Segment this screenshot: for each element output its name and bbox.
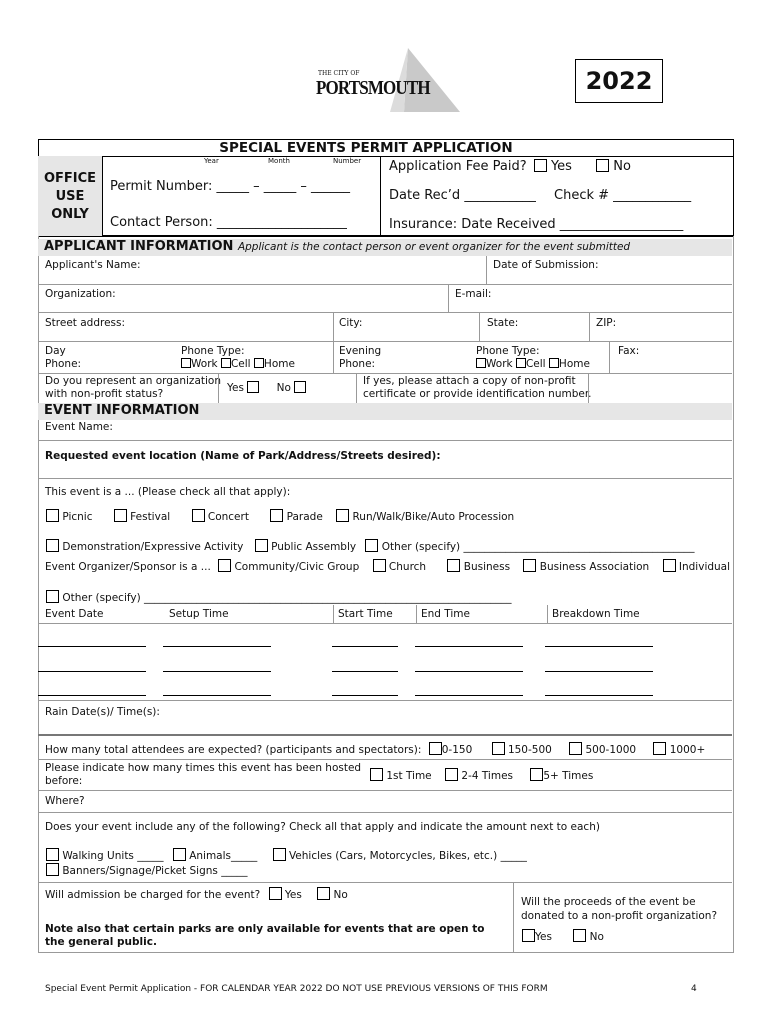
setup-line-3[interactable]	[163, 695, 271, 696]
day-home-checkbox[interactable]	[254, 358, 264, 368]
divider	[333, 341, 334, 373]
row-divider	[38, 734, 732, 736]
logo-small-text: THE CITY OF	[318, 70, 360, 77]
business-label: Business	[463, 561, 511, 573]
attendees-500-1000-label: 500-1000	[585, 744, 637, 756]
fee-no-label: No	[613, 159, 631, 174]
nonprofit-yes-no	[227, 381, 306, 394]
event-heading: EVENT INFORMATION	[44, 403, 200, 418]
row-divider	[38, 700, 732, 701]
day-phone-type	[181, 345, 295, 371]
setup-line-1[interactable]	[163, 646, 271, 647]
divider	[589, 312, 590, 341]
applicant-heading-note: Applicant is the contact person or event organizer for the event submitted	[237, 241, 631, 253]
animals-checkbox[interactable]	[173, 848, 186, 861]
end-line-3[interactable]	[415, 695, 523, 696]
procession-checkbox[interactable]	[336, 509, 349, 522]
rain-date-label: Rain Date(s)/ Time(s):	[45, 706, 160, 718]
divider	[333, 605, 334, 623]
evening-line2: Phone:	[339, 358, 376, 370]
divider	[448, 284, 449, 312]
fax-label: Fax:	[618, 345, 640, 357]
date-submission-label: Date of Submission:	[493, 259, 599, 271]
hosted-options	[370, 768, 593, 782]
street-label: Street address:	[45, 317, 126, 329]
check-number-field[interactable]: Check # ____________	[554, 188, 692, 203]
proceeds-no-label: No	[589, 931, 604, 943]
individual-checkbox[interactable]	[663, 559, 676, 572]
nonprofit-no-checkbox[interactable]	[294, 381, 306, 393]
concert-checkbox[interactable]	[192, 509, 205, 522]
logo-main-text: PORTSMOUTH	[316, 77, 430, 99]
work-label: Work	[191, 358, 218, 370]
divider	[416, 605, 417, 623]
row-divider	[38, 341, 732, 342]
attendees-0-150-checkbox[interactable]	[429, 742, 442, 755]
proceeds-line1: Will the proceeds of the event be	[521, 896, 696, 908]
footer-text: Special Event Permit Application - FOR CALENDAR YEAR 2022 DO NOT USE PREVIOUS VERSIONS OF THIS FORM	[45, 984, 548, 994]
business-checkbox[interactable]	[447, 559, 460, 572]
zip-label: ZIP:	[596, 317, 617, 329]
form-title-bar	[38, 139, 734, 157]
attendees-1000-plus-checkbox[interactable]	[653, 742, 666, 755]
divider	[547, 605, 548, 623]
sub-number: Number	[333, 157, 362, 165]
first-time-label: 1st Time	[386, 770, 432, 782]
setup-time-header: Setup Time	[169, 608, 229, 620]
proceeds-line2: donated to a non-profit organization?	[521, 910, 718, 922]
year-text: 2022	[585, 67, 653, 95]
festival-label: Festival	[130, 511, 171, 523]
attendees-0-150-label: 0-150	[441, 744, 473, 756]
picnic-label: Picnic	[62, 511, 93, 523]
admission-no-label: No	[333, 889, 348, 901]
event-type-row1	[46, 509, 514, 523]
nonprofit-line2: with non-profit status?	[45, 388, 164, 400]
office-label-cell	[38, 156, 103, 236]
city-logo	[310, 44, 470, 116]
start-time-header: Start Time	[338, 608, 393, 620]
vehicles-label: Vehicles (Cars, Motorcycles, Bikes, etc.) _____	[288, 850, 527, 862]
demonstration-label: Demonstration/Expressive Activity	[62, 541, 244, 553]
work-label: Work	[486, 358, 513, 370]
attendees-500-1000-checkbox[interactable]	[569, 742, 582, 755]
start-line-2[interactable]	[332, 671, 398, 672]
nonprofit-note-line1: If yes, please attach a copy of non-profit	[363, 375, 576, 387]
organizer-prompt: Event Organizer/Sponsor is a ...	[45, 561, 211, 573]
day-cell-checkbox[interactable]	[221, 358, 231, 368]
evening-line1: Evening	[339, 345, 382, 357]
start-line-1[interactable]	[332, 646, 398, 647]
row-divider	[38, 373, 732, 374]
sub-year: Year	[204, 157, 219, 165]
animals-label: Animals_____	[189, 850, 258, 862]
divider	[486, 256, 487, 284]
five-plus-times-checkbox[interactable]	[530, 768, 543, 781]
eve-work-checkbox[interactable]	[476, 358, 486, 368]
fee-paid-label	[389, 159, 631, 174]
business-assoc-label: Business Association	[539, 561, 650, 573]
breakdown-line-1[interactable]	[545, 646, 653, 647]
cell-label: Cell	[525, 358, 546, 370]
row-divider	[38, 478, 732, 479]
fee-paid-text: Application Fee Paid?	[389, 159, 527, 174]
organizer-row	[45, 559, 730, 573]
organizer-other-label: Other (specify) ______________________________________________________________________	[62, 592, 512, 604]
fee-yes-label: Yes	[550, 159, 572, 174]
nonprofit-note-line2: certificate or provide identification number.	[363, 388, 592, 400]
divider	[479, 312, 480, 341]
parade-checkbox[interactable]	[270, 509, 283, 522]
first-time-checkbox[interactable]	[370, 768, 383, 781]
day-phone-line2: Phone:	[45, 358, 82, 370]
include-prompt: Does your event include any of the following? Check all that apply and indicate the amount next to each)	[45, 821, 600, 833]
admission-question: Will admission be charged for the event?	[45, 889, 261, 901]
church-label: Church	[388, 561, 427, 573]
row-divider	[38, 882, 732, 883]
applicant-section-header	[38, 239, 732, 256]
two-four-times-label: 2-4 Times	[461, 770, 513, 782]
hosted-line2: before:	[45, 775, 83, 787]
admission-yes-label: Yes	[284, 889, 302, 901]
event-date-line-1[interactable]	[38, 646, 146, 647]
applicant-heading: APPLICANT INFORMATION	[44, 239, 234, 254]
year-box	[575, 59, 663, 103]
eve-home-checkbox[interactable]	[549, 358, 559, 368]
civic-group-checkbox[interactable]	[218, 559, 231, 572]
event-name-label: Event Name:	[45, 421, 113, 433]
five-plus-times-label: 5+ Times	[543, 770, 594, 782]
admission-no-checkbox[interactable]	[317, 887, 330, 900]
page-number: 4	[691, 984, 697, 994]
row-divider	[38, 284, 732, 285]
evening-phone-label	[339, 345, 381, 371]
attendees-row	[45, 742, 705, 756]
nonprofit-note	[363, 375, 592, 401]
public-assembly-label: Public Assembly	[271, 541, 357, 553]
home-label: Home	[263, 358, 295, 370]
event-type-prompt: This event is a ... (Please check all that apply):	[45, 486, 291, 498]
admission-yes-checkbox[interactable]	[269, 887, 282, 900]
office-label: OFFICE USE ONLY	[43, 171, 97, 222]
cell-label: Cell	[230, 358, 251, 370]
permit-number-field[interactable]: Permit Number: _____ – _____ – ______	[110, 179, 351, 194]
nonprofit-no-label: No	[276, 382, 291, 394]
home-label: Home	[558, 358, 590, 370]
other-type-checkbox[interactable]	[365, 539, 378, 552]
include-row2	[46, 863, 247, 877]
civic-group-label: Community/Civic Group	[234, 561, 360, 573]
end-time-header: End Time	[421, 608, 470, 620]
event-date-header: Event Date	[45, 608, 104, 620]
church-checkbox[interactable]	[373, 559, 386, 572]
walking-units-checkbox[interactable]	[46, 848, 59, 861]
divider	[588, 373, 589, 403]
proceeds-question	[521, 895, 717, 923]
picnic-checkbox[interactable]	[46, 509, 59, 522]
form-title: SPECIAL EVENTS PERMIT APPLICATION	[219, 140, 513, 156]
attendees-1000-plus-label: 1000+	[669, 744, 706, 756]
contact-person-field[interactable]: Contact Person: ____________________	[110, 215, 347, 230]
two-four-times-checkbox[interactable]	[445, 768, 458, 781]
row-divider	[38, 759, 732, 760]
concert-label: Concert	[207, 511, 249, 523]
event-date-line-3[interactable]	[38, 695, 146, 696]
procession-label: Run/Walk/Bike/Auto Procession	[352, 511, 515, 523]
breakdown-time-header: Breakdown Time	[552, 608, 640, 620]
phone-type-label: Phone Type:	[181, 345, 245, 357]
office-divider	[380, 156, 381, 236]
event-section-header	[38, 403, 732, 420]
public-assembly-checkbox[interactable]	[255, 539, 268, 552]
state-label: State:	[487, 317, 519, 329]
setup-line-2[interactable]	[163, 671, 271, 672]
organizer-other-checkbox[interactable]	[46, 590, 59, 603]
divider	[218, 373, 219, 403]
proceeds-no-checkbox[interactable]	[573, 929, 586, 942]
row-divider	[38, 312, 732, 313]
nonprofit-question	[45, 375, 221, 401]
sub-month: Month	[268, 157, 290, 165]
start-line-3[interactable]	[332, 695, 398, 696]
email-label: E-mail:	[455, 288, 492, 300]
attendees-prompt: How many total attendees are expected? (participants and spectators):	[45, 744, 422, 756]
hosted-question	[45, 762, 361, 788]
phone-type-label: Phone Type:	[476, 345, 540, 357]
nonprofit-yes-label: Yes	[227, 382, 244, 394]
parade-label: Parade	[286, 511, 323, 523]
eve-cell-checkbox[interactable]	[516, 358, 526, 368]
day-phone-label	[45, 345, 81, 371]
row-divider	[38, 790, 732, 791]
location-label: Requested event location (Name of Park/Address/Streets desired):	[45, 450, 441, 462]
end-line-2[interactable]	[415, 671, 523, 672]
row-divider	[38, 812, 732, 813]
vehicles-checkbox[interactable]	[273, 848, 286, 861]
insurance-field[interactable]: Insurance: Date Received ___________________	[389, 217, 684, 232]
event-type-row2	[46, 539, 695, 553]
include-row1	[46, 848, 527, 862]
date-recd-field[interactable]: Date Rec’d ___________	[389, 188, 536, 203]
demonstration-checkbox[interactable]	[46, 539, 59, 552]
event-date-line-2[interactable]	[38, 671, 146, 672]
row-divider	[38, 440, 732, 441]
business-assoc-checkbox[interactable]	[523, 559, 536, 572]
divider	[609, 341, 610, 373]
attendees-150-500-label: 150-500	[507, 744, 552, 756]
organizer-other-row	[46, 590, 512, 604]
hosted-line1: Please indicate how many times this event has been hosted	[45, 762, 362, 774]
festival-checkbox[interactable]	[114, 509, 127, 522]
proceeds-options	[522, 929, 604, 943]
row-divider	[38, 623, 732, 624]
divider	[333, 312, 334, 341]
other-type-label: Other (specify) ____________________________________________	[381, 541, 695, 553]
proceeds-yes-label: Yes	[535, 931, 552, 943]
city-label: City:	[339, 317, 363, 329]
fee-yes-checkbox[interactable]	[534, 159, 547, 172]
walking-units-label: Walking Units _____	[62, 850, 164, 862]
day-work-checkbox[interactable]	[181, 358, 191, 368]
individual-label: Individual	[678, 561, 731, 573]
nonprofit-yes-checkbox[interactable]	[247, 381, 259, 393]
banners-label: Banners/Signage/Picket Signs _____	[62, 865, 248, 877]
banners-checkbox[interactable]	[46, 863, 59, 876]
evening-phone-type	[476, 345, 590, 371]
divider	[356, 373, 357, 403]
admission-row	[45, 887, 348, 901]
breakdown-line-3[interactable]	[545, 695, 653, 696]
applicant-name-label: Applicant's Name:	[45, 259, 141, 271]
fee-no-checkbox[interactable]	[596, 159, 609, 172]
divider	[513, 882, 514, 952]
end-line-1[interactable]	[415, 646, 523, 647]
nonprofit-line1: Do you represent an organization	[45, 375, 221, 387]
where-label: Where?	[45, 795, 85, 807]
organization-label: Organization:	[45, 288, 116, 300]
proceeds-yes-checkbox[interactable]	[522, 929, 535, 942]
note-text: Note also that certain parks are only available for events that are open to the general public.	[45, 923, 485, 948]
breakdown-line-2[interactable]	[545, 671, 653, 672]
day-phone-line1: Day	[45, 345, 66, 357]
attendees-150-500-checkbox[interactable]	[492, 742, 505, 755]
